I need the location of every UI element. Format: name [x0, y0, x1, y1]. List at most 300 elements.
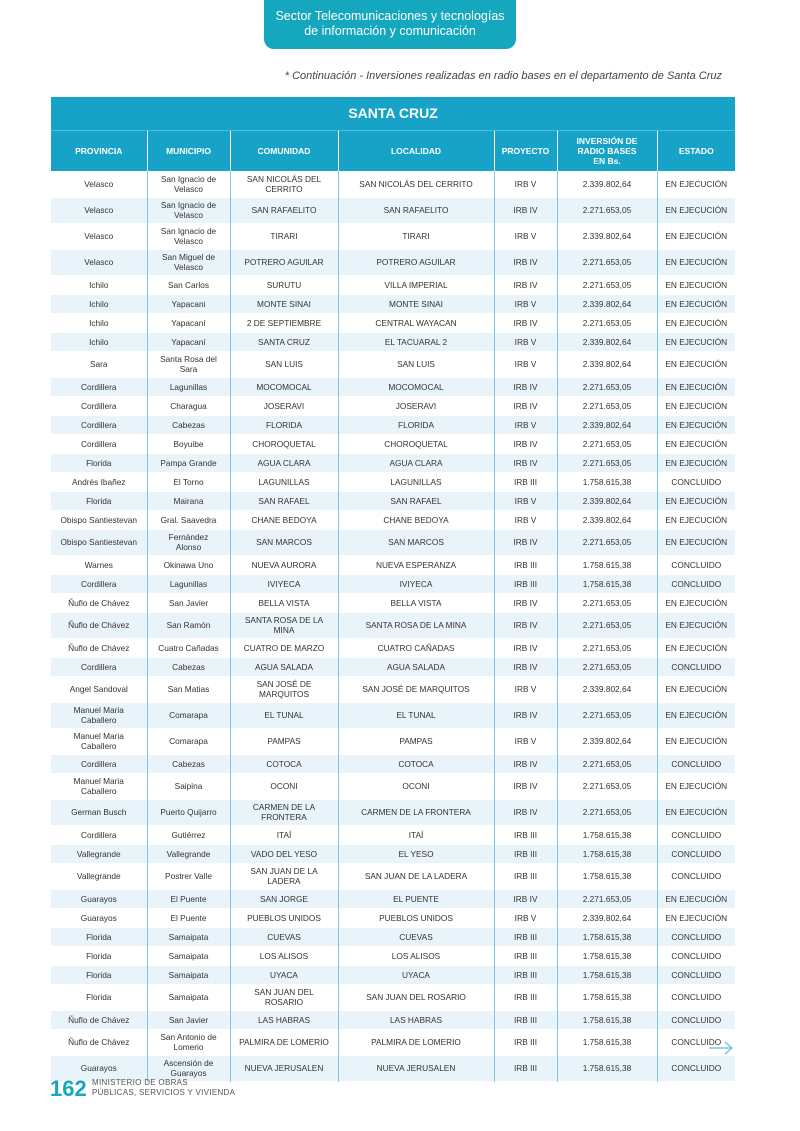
- table-cell: Lagunillas: [147, 377, 230, 396]
- table-cell: 1.758.615,38: [557, 1010, 657, 1029]
- table-cell: IRB V: [494, 294, 557, 313]
- table-cell: CONCLUIDO: [657, 863, 735, 889]
- table-cell: SAN JOSÉ DE MARQUITOS: [338, 676, 494, 702]
- table-row: [51, 197, 735, 223]
- table-cell: Samaipata: [147, 984, 230, 1010]
- column-header: MUNICIPIO: [147, 130, 230, 171]
- table-cell: IRB IV: [494, 197, 557, 223]
- table-cell: Ichilo: [51, 294, 147, 313]
- ministry-line1: MINISTERIO DE OBRAS: [92, 1078, 188, 1087]
- table-cell: Ñuflo de Chávez: [68, 642, 130, 653]
- table-cell: LOS ALISOS: [230, 946, 338, 965]
- table-cell: 2.271.653,05: [557, 377, 657, 396]
- table-cell: LAS HABRAS: [338, 1010, 494, 1029]
- table-row: [51, 889, 735, 908]
- table-cell: 2.339.802,64: [557, 491, 657, 510]
- table-cell: Ichilo: [89, 317, 109, 328]
- table-row: [51, 927, 735, 946]
- table-cell: IRB IV: [494, 275, 557, 294]
- table-cell: Cordillera: [51, 657, 147, 676]
- table-cell: CONCLUIDO: [657, 825, 735, 844]
- table-cell: EN EJECUCIÓN: [657, 593, 735, 612]
- table-cell: San Javier: [147, 1010, 230, 1029]
- table-row: [51, 275, 735, 294]
- table-cell: El Puente: [147, 908, 230, 927]
- table-cell: San Ramón: [147, 612, 230, 638]
- table-cell: CARMEN DE LA FRONTERA: [230, 799, 338, 825]
- table-cell: OCONI: [230, 773, 338, 799]
- table-row: [51, 1010, 735, 1029]
- table-row: [51, 593, 735, 612]
- table-row: [51, 171, 735, 197]
- table-cell: EN EJECUCIÓN: [657, 249, 735, 275]
- table-cell: San Matias: [147, 676, 230, 702]
- table-cell: PAMPAS: [338, 728, 494, 754]
- table-cell: Ñuflo de Chávez: [68, 1037, 130, 1047]
- table-cell: EN EJECUCIÓN: [657, 197, 735, 223]
- table-cell: MONTE SINAI: [338, 294, 494, 313]
- table-cell: 1.758.615,38: [557, 1029, 657, 1055]
- table-cell: PALMIRA DE LOMERIO: [338, 1029, 494, 1055]
- table-cell: CHOROQUETAL: [338, 434, 494, 453]
- table-cell: Yapacaní: [147, 332, 230, 351]
- table-cell: EN EJECUCIÓN: [657, 510, 735, 529]
- table-cell: COTOCA: [338, 754, 494, 773]
- table-row: [51, 491, 735, 510]
- table-cell: IRB V: [494, 223, 557, 249]
- table-cell: SAN JOSÉ DE MARQUITOS: [230, 676, 338, 702]
- table-cell: IRB IV: [494, 657, 557, 676]
- investment-table-container: [51, 97, 735, 1082]
- table-cell: Manuel Maria Caballero: [73, 776, 124, 796]
- table-cell: AGUA CLARA: [338, 453, 494, 472]
- table-cell: 1.758.615,38: [557, 472, 657, 491]
- sector-title-line2: de información y comunicación: [304, 24, 476, 38]
- table-row: [51, 825, 735, 844]
- table-cell: LAS HABRAS: [230, 1010, 338, 1029]
- table-cell: IRB III: [494, 844, 557, 863]
- table-cell: IRB IV: [494, 799, 557, 825]
- table-row: [51, 863, 735, 889]
- table-cell: Florida: [51, 491, 147, 510]
- table-cell: SAN JUAN DE LA LADERA: [338, 863, 494, 889]
- table-cell: Obispo Santiestevan: [60, 514, 138, 525]
- table-cell: SANTA ROSA DE LA MINA: [338, 612, 494, 638]
- table-cell: Florida: [51, 927, 147, 946]
- table-cell: ITAÍ: [338, 825, 494, 844]
- table-cell: EN EJECUCIÓN: [657, 294, 735, 313]
- table-cell: EN EJECUCIÓN: [657, 491, 735, 510]
- table-row: [51, 908, 735, 927]
- table-cell: CARMEN DE LA FRONTERA: [338, 799, 494, 825]
- table-cell: 1.758.615,38: [557, 844, 657, 863]
- table-row: [51, 754, 735, 773]
- table-cell: VILLA IMPERIAL: [338, 275, 494, 294]
- table-cell: Cordillera: [51, 754, 147, 773]
- table-cell: Cordillera: [80, 400, 117, 411]
- table-cell: 2.271.653,05: [557, 249, 657, 275]
- table-cell: CENTRAL WAYACAN: [338, 313, 494, 332]
- table-cell: 2.339.802,64: [557, 676, 657, 702]
- table-cell: 2.271.653,05: [557, 799, 657, 825]
- table-cell: Samaipata: [147, 927, 230, 946]
- table-cell: IRB IV: [494, 593, 557, 612]
- table-cell: San Javier: [147, 593, 230, 612]
- table-cell: Gral. Saavedra: [147, 510, 230, 529]
- arrow-right-icon[interactable]: [708, 1040, 734, 1056]
- table-cell: Cuatro Cañadas: [147, 638, 230, 657]
- table-cell: 2.271.653,05: [557, 529, 657, 555]
- table-cell: CONCLUIDO: [657, 574, 735, 593]
- column-header: INVERSIÓN DE RADIO BASES EN Bs.: [557, 130, 657, 171]
- table-cell: IRB IV: [494, 453, 557, 472]
- table-cell: Velasco: [84, 231, 114, 241]
- table-cell: 2.339.802,64: [557, 510, 657, 529]
- table-cell: LAGUNILLAS: [338, 472, 494, 491]
- table-cell: NUEVA JERUSALEN: [338, 1055, 494, 1081]
- table-row: [51, 249, 735, 275]
- table-cell: 2.271.653,05: [557, 612, 657, 638]
- table-cell: 2.339.802,64: [557, 171, 657, 197]
- table-cell: Okinawa Uno: [147, 555, 230, 574]
- table-cell: Vallegrande: [51, 844, 147, 863]
- table-cell: CONCLUIDO: [657, 472, 735, 491]
- table-row: [51, 223, 735, 249]
- table-cell: CONCLUIDO: [657, 1055, 735, 1081]
- table-cell: 2.271.653,05: [557, 396, 657, 415]
- table-cell: 2.271.653,05: [557, 313, 657, 332]
- table-cell: SAN RAFAEL: [230, 491, 338, 510]
- table-cell: IRB III: [494, 1055, 557, 1081]
- table-cell: LOS ALISOS: [338, 946, 494, 965]
- table-cell: IRB III: [494, 472, 557, 491]
- table-cell: TIRARI: [230, 223, 338, 249]
- table-cell: Lagunillas: [147, 574, 230, 593]
- table-cell: EL TUNAL: [230, 702, 338, 728]
- table-cell: SAN NICOLÁS DEL CERRITO: [230, 171, 338, 197]
- table-cell: UYACA: [230, 965, 338, 984]
- table-cell: Velasco: [51, 197, 147, 223]
- table-cell: EN EJECUCIÓN: [657, 908, 735, 927]
- table-row: [51, 728, 735, 754]
- table-cell: Manuel Maria Caballero: [73, 731, 124, 751]
- table-cell: CUEVAS: [338, 927, 494, 946]
- table-row: [51, 612, 735, 638]
- column-header: COMUNIDAD: [230, 130, 338, 171]
- table-continuation-note: * Continuación - Inversiones realizadas en radio bases en el departamento de Santa Cruz: [284, 70, 722, 82]
- table-cell: SAN RAFAELITO: [338, 197, 494, 223]
- table-cell: BELLA VISTA: [338, 593, 494, 612]
- table-cell: CHOROQUETAL: [230, 434, 338, 453]
- table-cell: IRB V: [494, 510, 557, 529]
- table-cell: CONCLUIDO: [657, 984, 735, 1010]
- table-cell: Velasco: [51, 249, 147, 275]
- table-cell: Andrés Ibañez: [71, 476, 126, 487]
- table-cell: BELLA VISTA: [230, 593, 338, 612]
- table-cell: EL YESO: [338, 844, 494, 863]
- table-cell: 2.271.653,05: [557, 638, 657, 657]
- table-cell: Warnes: [84, 559, 113, 570]
- column-header: PROYECTO: [494, 130, 557, 171]
- table-cell: CONCLUIDO: [657, 965, 735, 984]
- table-cell: 2.271.653,05: [557, 773, 657, 799]
- column-header-row: [51, 130, 735, 171]
- table-cell: 1.758.615,38: [557, 863, 657, 889]
- table-cell: Cabezas: [147, 657, 230, 676]
- table-cell: EN EJECUCIÓN: [657, 171, 735, 197]
- table-row: [51, 529, 735, 555]
- table-cell: EN EJECUCIÓN: [657, 415, 735, 434]
- table-cell: PAMPAS: [230, 728, 338, 754]
- table-cell: AGUA CLARA: [230, 453, 338, 472]
- table-cell: EN EJECUCIÓN: [657, 313, 735, 332]
- table-cell: IRB IV: [494, 702, 557, 728]
- table-cell: San Miguel de Velasco: [147, 249, 230, 275]
- sector-header-tab: [264, 0, 516, 49]
- table-cell: IRB V: [494, 908, 557, 927]
- table-cell: ITAÍ: [230, 825, 338, 844]
- table-cell: CONCLUIDO: [657, 1010, 735, 1029]
- table-cell: JOSERAVI: [338, 396, 494, 415]
- table-cell: Samaipata: [147, 946, 230, 965]
- table-cell: 1.758.615,38: [557, 555, 657, 574]
- table-cell: El Puente: [147, 889, 230, 908]
- table-cell: IRB III: [494, 555, 557, 574]
- table-cell: 2.339.802,64: [557, 351, 657, 377]
- table-row: [51, 946, 735, 965]
- table-cell: EN EJECUCIÓN: [657, 396, 735, 415]
- table-cell: CONCLUIDO: [657, 946, 735, 965]
- table-cell: AGUA SALADA: [338, 657, 494, 676]
- table-cell: IRB III: [494, 927, 557, 946]
- table-cell: PUEBLOS UNIDOS: [338, 908, 494, 927]
- table-cell: CONCLUIDO: [657, 657, 735, 676]
- table-cell: EN EJECUCIÓN: [657, 332, 735, 351]
- table-cell: Cabezas: [147, 415, 230, 434]
- table-cell: Guarayos: [80, 912, 117, 923]
- table-cell: CONCLUIDO: [657, 927, 735, 946]
- table-cell: 2.339.802,64: [557, 332, 657, 351]
- table-cell: San Ignacio de Velasco: [147, 197, 230, 223]
- table-cell: Cordillera: [80, 438, 117, 449]
- table-row: [51, 1029, 735, 1055]
- table-cell: Santa Rosa del Sara: [147, 351, 230, 377]
- table-row: [51, 377, 735, 396]
- table-cell: Cordillera: [51, 574, 147, 593]
- page-number: 162: [50, 1076, 87, 1101]
- table-row: [51, 294, 735, 313]
- table-cell: IRB IV: [494, 396, 557, 415]
- table-cell: IRB V: [494, 728, 557, 754]
- table-cell: CONCLUIDO: [657, 844, 735, 863]
- table-cell: EN EJECUCIÓN: [657, 275, 735, 294]
- table-cell: Florida: [51, 453, 147, 472]
- table-cell: SANTA ROSA DE LA MINA: [230, 612, 338, 638]
- table-cell: CONCLUIDO: [657, 754, 735, 773]
- table-cell: 1.758.615,38: [557, 927, 657, 946]
- table-cell: EN EJECUCIÓN: [657, 223, 735, 249]
- table-cell: 2 DE SEPTIEMBRE: [230, 313, 338, 332]
- table-cell: CONCLUIDO: [657, 555, 735, 574]
- column-header: PROVINCIA: [51, 130, 147, 171]
- table-row: [51, 965, 735, 984]
- table-cell: EN EJECUCIÓN: [657, 799, 735, 825]
- table-row: [51, 676, 735, 702]
- table-cell: MOCOMOCAL: [230, 377, 338, 396]
- table-cell: TIRARI: [338, 223, 494, 249]
- table-row: [51, 453, 735, 472]
- table-cell: CHANE BEDOYA: [230, 510, 338, 529]
- table-cell: 1.758.615,38: [557, 1055, 657, 1081]
- table-cell: EN EJECUCIÓN: [657, 676, 735, 702]
- table-row: [51, 844, 735, 863]
- table-row: [51, 799, 735, 825]
- table-cell: 2.339.802,64: [557, 728, 657, 754]
- table-cell: 1.758.615,38: [557, 825, 657, 844]
- table-row: [51, 574, 735, 593]
- table-cell: Ñuflo de Chávez: [51, 1010, 147, 1029]
- table-cell: IRB IV: [494, 529, 557, 555]
- table-cell: MOCOMOCAL: [338, 377, 494, 396]
- table-cell: 2.271.653,05: [557, 453, 657, 472]
- table-cell: EL TACUARAL 2: [338, 332, 494, 351]
- table-cell: COTOCA: [230, 754, 338, 773]
- table-cell: EN EJECUCIÓN: [657, 773, 735, 799]
- table-cell: CONCLUIDO: [657, 1029, 735, 1055]
- table-cell: Cordillera: [51, 377, 147, 396]
- ministry-line2: PÚBLICAS, SERVICIOS Y VIVIENDA: [92, 1088, 236, 1097]
- table-cell: JOSERAVI: [230, 396, 338, 415]
- table-cell: UYACA: [338, 965, 494, 984]
- table-cell: Ichilo: [89, 279, 109, 290]
- table-cell: IRB IV: [494, 434, 557, 453]
- table-cell: Vallegrande: [76, 871, 121, 881]
- table-cell: CUATRO DE MARZO: [230, 638, 338, 657]
- table-cell: IVIYECA: [230, 574, 338, 593]
- table-row: [51, 434, 735, 453]
- table-cell: 1.758.615,38: [557, 965, 657, 984]
- table-cell: SAN NICOLÁS DEL CERRITO: [338, 171, 494, 197]
- table-cell: 2.271.653,05: [557, 889, 657, 908]
- table-cell: Obispo Santiestevan: [51, 529, 147, 555]
- table-cell: AGUA SALADA: [230, 657, 338, 676]
- table-cell: Florida: [86, 992, 112, 1002]
- table-row: [51, 396, 735, 415]
- table-cell: Ichilo: [51, 332, 147, 351]
- table-cell: IRB III: [494, 1029, 557, 1055]
- table-cell: EN EJECUCIÓN: [657, 889, 735, 908]
- table-cell: PALMIRA DE LOMERIO: [230, 1029, 338, 1055]
- table-cell: SAN RAFAELITO: [230, 197, 338, 223]
- table-cell: 2.271.653,05: [557, 593, 657, 612]
- table-cell: IRB III: [494, 1010, 557, 1029]
- table-cell: San Antonio de Lomerio: [147, 1029, 230, 1055]
- ministry-name: [92, 1078, 235, 1098]
- table-cell: San Ignacio de Velasco: [147, 171, 230, 197]
- table-body: [51, 171, 735, 1081]
- table-cell: Guarayos: [51, 1055, 147, 1081]
- table-cell: OCONI: [338, 773, 494, 799]
- table-cell: SAN JUAN DEL ROSARIO: [230, 984, 338, 1010]
- table-cell: VADO DEL YESO: [230, 844, 338, 863]
- table-cell: EN EJECUCIÓN: [657, 702, 735, 728]
- table-cell: Sara: [89, 359, 108, 369]
- table-cell: IRB III: [494, 965, 557, 984]
- table-cell: 2.339.802,64: [557, 415, 657, 434]
- table-cell: IRB V: [494, 332, 557, 351]
- table-cell: IRB V: [494, 491, 557, 510]
- table-cell: IRB IV: [494, 638, 557, 657]
- table-cell: Cordillera: [51, 415, 147, 434]
- table-cell: FLORIDA: [230, 415, 338, 434]
- table-cell: Ascensión de Guarayos: [147, 1055, 230, 1081]
- table-cell: German Busch: [51, 799, 147, 825]
- table-cell: MONTE SINAI: [230, 294, 338, 313]
- table-cell: Samaipata: [147, 965, 230, 984]
- table-row: [51, 415, 735, 434]
- table-cell: Boyuibe: [147, 434, 230, 453]
- table-cell: 2.339.802,64: [557, 908, 657, 927]
- table-cell: 2.271.653,05: [557, 754, 657, 773]
- table-cell: Comarapa: [147, 702, 230, 728]
- table-row: [51, 351, 735, 377]
- table-cell: Guarayos: [51, 889, 147, 908]
- table-cell: IRB III: [494, 825, 557, 844]
- table-cell: IRB V: [494, 415, 557, 434]
- table-cell: EL PUENTE: [338, 889, 494, 908]
- table-cell: NUEVA ESPERANZA: [338, 555, 494, 574]
- table-cell: SAN MARCOS: [230, 529, 338, 555]
- table-cell: San Ignacio de Velasco: [147, 223, 230, 249]
- table-cell: PUEBLOS UNIDOS: [230, 908, 338, 927]
- table-cell: IRB IV: [494, 377, 557, 396]
- table-cell: EN EJECUCIÓN: [657, 728, 735, 754]
- column-header: LOCALIDAD: [338, 130, 494, 171]
- table-cell: IRB V: [494, 351, 557, 377]
- table-cell: 2.339.802,64: [557, 223, 657, 249]
- table-cell: EN EJECUCIÓN: [657, 638, 735, 657]
- table-row: [51, 657, 735, 676]
- table-cell: Fernández Alonso: [147, 529, 230, 555]
- table-cell: Yapacani: [147, 294, 230, 313]
- table-cell: 2.271.653,05: [557, 197, 657, 223]
- table-cell: Cordillera: [80, 829, 117, 840]
- table-cell: Gutiérrez: [147, 825, 230, 844]
- table-row: [51, 984, 735, 1010]
- table-cell: Ñuflo de Chávez: [51, 612, 147, 638]
- table-cell: NUEVA AURORA: [230, 555, 338, 574]
- table-cell: IRB IV: [494, 773, 557, 799]
- table-cell: Florida: [86, 950, 112, 961]
- table-cell: 2.271.653,05: [557, 275, 657, 294]
- table-cell: SURUTU: [230, 275, 338, 294]
- table-cell: IRB V: [494, 171, 557, 197]
- table-cell: SAN LUIS: [338, 351, 494, 377]
- table-cell: FLORIDA: [338, 415, 494, 434]
- table-cell: EL TUNAL: [338, 702, 494, 728]
- table-row: [51, 555, 735, 574]
- table-cell: Cabezas: [147, 754, 230, 773]
- table-cell: Angel Sandoval: [69, 684, 128, 694]
- table-cell: SAN MARCOS: [338, 529, 494, 555]
- table-cell: 1.758.615,38: [557, 946, 657, 965]
- table-cell: IRB III: [494, 863, 557, 889]
- table-cell: SAN JORGE: [230, 889, 338, 908]
- table-cell: SAN RAFAEL: [338, 491, 494, 510]
- column-header: ESTADO: [657, 130, 735, 171]
- sector-title-line1: Sector Telecomunicaciones y tecnologías: [275, 9, 505, 23]
- table-cell: Velasco: [84, 178, 114, 189]
